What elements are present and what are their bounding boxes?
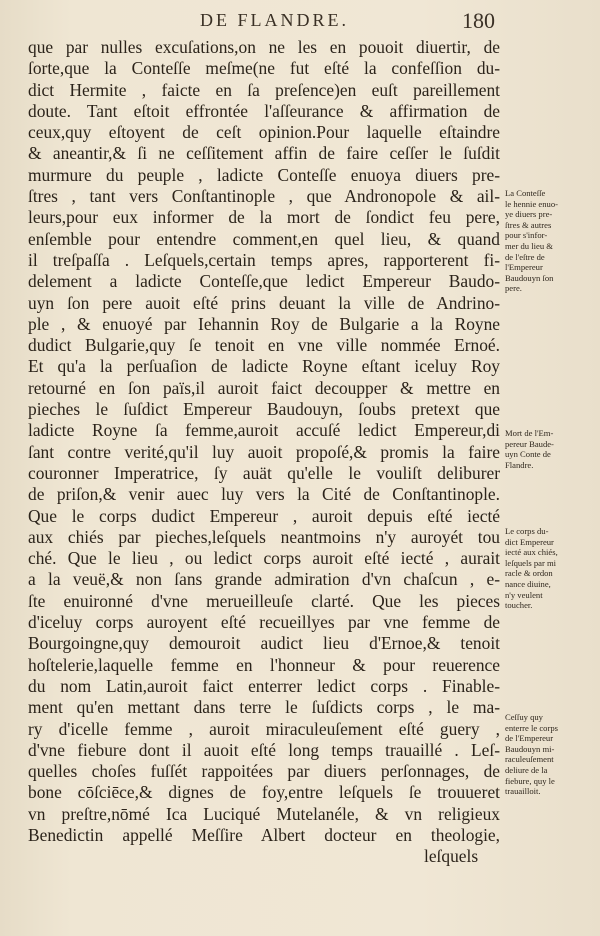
text-line: delement a ladicte Conteſſe,que ledict Empereur Baudo- [28,271,500,292]
text-line: vn preſtre,nōmé Ica Luciqué Mutelanéle, & vn religieux [28,803,500,824]
text-line: Et qu'a la perſuaſion de ladicte Royne eſtant iceluy Roy [28,356,500,377]
page-number: 180 [462,8,495,33]
margin-note-line: iecté aux chiés, [505,547,558,558]
text-line: murmure du peuple , ladicte Conteſſe enuoya diuers pre- [28,164,500,185]
text-line: ſtres , tant vers Conſtantinople , que Andronopole & ail- [28,186,500,207]
text-line: aux chiés par pieches,leſquels neantmoins n'y auroyét tou [28,526,500,547]
margin-note-body-to-dogs [505,526,591,611]
margin-note-miraculous-cure [505,712,591,797]
margin-note-line: mer du lieu & [505,240,553,251]
running-title: DE FLANDRE. [200,10,349,30]
margin-note-emperor-death [505,428,591,470]
margin-note-line: pour s'infor- [505,230,548,241]
main-text-block [28,37,500,868]
text-line: d'iceluy corps auroyent eſté recueillyes par vne femme de [28,612,500,633]
margin-note-line: uyn Conte de [505,449,551,460]
text-line: ſte enuironné d'vne merueilleuſe clarté. Que les pieces [28,590,500,611]
text-line: dict Hermite , faicte en ſa preſence)en euſt pareillement [28,79,500,100]
margin-note-line: ye diuers pre- [505,209,553,220]
margin-note-line: Baudouyn ſon [505,272,554,283]
margin-note-line: leſquels par mi [505,557,557,568]
text-line: & aneantir,& ſi ne ceſſitement affin de faire ceſſer le ſuſdit [28,143,500,164]
text-line: couronner Imperatrice, ſy auät qu'elle le vouliſt deliburer [28,462,500,483]
text-line: ment qu'en mettant dans terre le ſuſdicts corps , le ma- [28,697,500,718]
margin-note-line: pere. [505,283,522,294]
text-line: Que le corps dudict Empereur , auroit depuis eſté iecté [28,505,500,526]
margin-note-line: fiebure, quy le [505,775,555,786]
text-line: ry d'icelle femme , auroit miraculeuſement eſté guery , [28,718,500,739]
text-line: doute. Tant eſtoit effrontée l'aſſeurance & affirmation de [28,100,500,121]
text-line: leſquels [424,846,479,867]
text-line: bone cōſciēce,& dignes de foy,entre leſquels ſe trouueret [28,782,500,803]
margin-note-line: Flandre. [505,459,534,470]
margin-note-line: l'Empereur [505,262,543,273]
margin-note-line: trauailloit. [505,786,541,797]
text-line: retourné en ſon païs,il auroit faict decoupper & mettre en [28,377,500,398]
text-line: que par nulles excuſations,on ne les en pouoit diuertir, de [28,37,500,57]
text-line: ple , & enuoyé par Iehannin Roy de Bulgarie a la Royne [28,313,500,334]
text-line: Benedictin appellé Meſſire Albert docteur en theologie, [28,824,500,845]
text-line: ſant contre verité,qu'il luy auoit propoſé,& promis la faire [28,441,500,462]
margin-note-line: pereur Baude- [505,438,554,449]
text-line: a la veuë,& non ſans grande admiration d'vn chaſcun , e- [28,569,500,590]
margin-note-line: La Conteſſe [505,188,546,198]
text-line: quelles choſes fuſſét rappoitées par diuers perſonnages, de [28,761,500,782]
text-line: il treſpaſſa . Leſquels,certain temps apres, rapporterent fi- [28,249,500,270]
text-line: ché. Que le lieu , ou ledict corps auroit eſté iecté , aurait [28,548,500,569]
margin-note-line: de l'Empereur [505,733,554,744]
text-line: pieches le ſuſdict Empereur Baudouyn, ſoubs pretext que [28,399,500,420]
margin-note-line: Mort de l'Em- [505,428,554,438]
text-line: enſemble pour entendre comment,en quel lieu, & quand [28,228,500,249]
text-line: du nom Latin,auroit faict enterrer ledict corps . Finable- [28,675,500,696]
margin-note-line: deliure de la [505,764,548,775]
text-line: uyn ſon pere auoit eſté prins deuant la ville de Andrino- [28,292,500,313]
text-line: d'vne fiebure dont il auoit eſté long temps trauaillé . Leſ- [28,739,500,760]
margin-note-line: n'y veulent [505,589,543,600]
margin-note-line: toucher. [505,600,533,611]
margin-note-line: Le corps du- [505,526,549,536]
text-line: ladicte Royne ſa femme,auroit accuſé ledict Empereur,di [28,420,500,441]
text-line: de priſon,& venir auec luy vers la Cité de Conſtantinople. [28,484,500,505]
margin-note-line: Ceſſuy quy [505,712,543,722]
margin-note-countess-inquiry [505,188,591,294]
text-line: leurs,pour eux informer de la mort de ſondict feu pere, [28,207,500,228]
margin-note-line: de l'eſtre de [505,251,545,262]
margin-note-line: nance diuine, [505,578,551,589]
text-line: Bourgoingne,quy demouroit audict lieu d'Ernoe,& tenoit [28,633,500,654]
margin-note-line: racle & ordon [505,568,553,579]
text-line: hoſtelerie,laquelle femme en l'honneur & pour reuerence [28,654,500,675]
text-line: ceux,quy eſtoyent de ceſt opinion.Pour laquelle eſtaindre [28,122,500,143]
margin-note-line: Baudouyn mi- [505,743,555,754]
margin-note-line: dict Empereur [505,536,554,547]
margin-note-line: enterre le corps [505,722,558,733]
page-header [0,6,600,34]
text-line: dudict Bulgarie,quy ſe tenoit en vne ville nommée Ernoé. [28,335,500,356]
margin-note-line: raculeuſement [505,754,554,765]
margin-note-line: ſtres & autres [505,219,552,230]
text-line: ſorte,que la Conteſſe meſme(ne fut eſté la confeſſion du- [28,58,500,79]
margin-note-line: le hennie enuo- [505,198,558,209]
